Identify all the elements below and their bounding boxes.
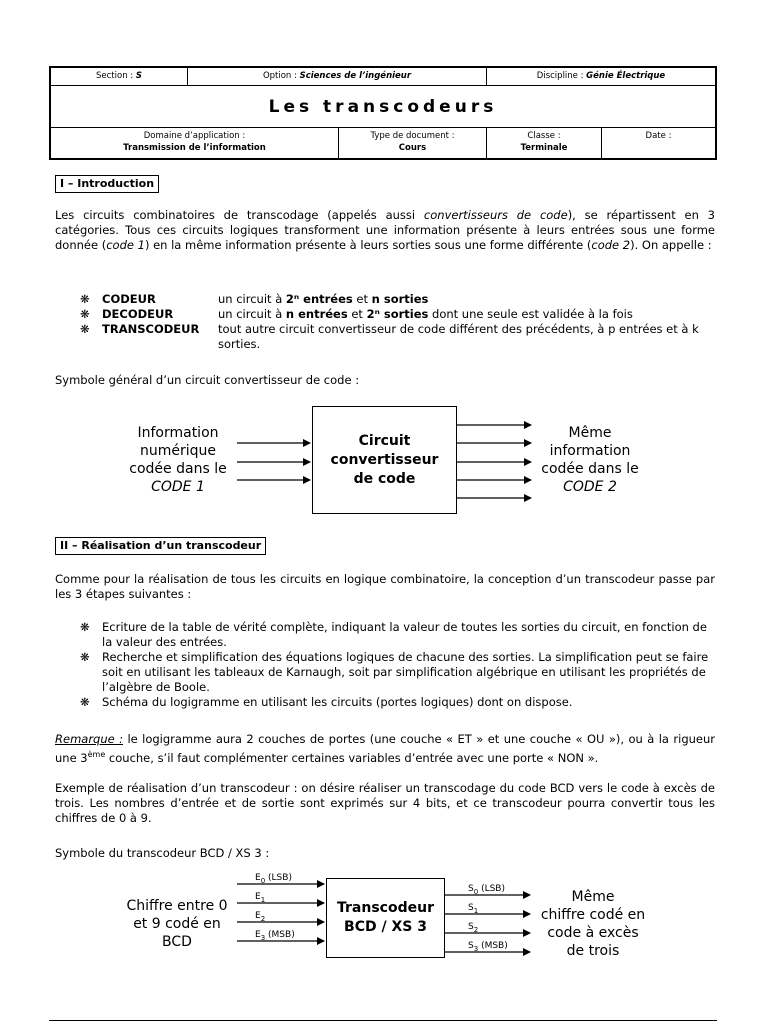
converter-circuit-box [312,406,457,514]
desc-a: un circuit à [218,307,286,321]
pin-e3 [255,930,295,943]
desc-d: dont une seule est validée à la fois [428,307,633,321]
bullet-icon: ❋ [80,322,90,336]
desc-b1: 2ⁿ entrées [285,292,353,306]
symbol-caption: Symbole général d’un circuit convertisseur de code : [55,373,360,387]
pin-letter: E [255,892,261,902]
label-line: CODE 2 [563,479,617,495]
option-label: Option : [262,71,297,81]
desc-c: et [352,292,372,306]
term-codeur: CODEUR [102,292,156,306]
label-line: BCD [162,934,192,950]
intro-em-2: code 1 [106,238,145,252]
box-line: BCD / XS 3 [344,919,427,935]
box-line: Transcodeur [337,900,434,916]
bullet-icon: ❋ [80,695,90,709]
bullet-icon: ❋ [80,650,90,664]
pin-index: 3 [260,933,266,942]
pin-index: 0 [473,887,479,896]
section-value: S [135,71,142,81]
date-label: Date : [645,131,672,141]
step-text: Recherche et simplification des équations logiques de chacune des sorties. La simplification peut se faire soit en utilisant les tableaux de Karnaugh, soit par simplification algébrique en utilisant les propriétés de l’algèbre de Boole. [102,650,709,694]
step-text: Ecriture de la table de vérité complète, indiquant la valeur de toutes les sorties du circuit, en fonction de la valeur des entrées. [102,620,707,649]
diagram1-output-label [528,424,652,496]
label-line: et 9 codé en [133,916,221,932]
pin-s0 [468,884,505,897]
term-decodeur: DECODEUR [102,307,174,321]
label-line: Chiffre entre 0 [126,898,228,914]
domain-label: Domaine d’application : [143,131,246,141]
diagram2-output-label [531,888,655,960]
discipline-label: Discipline : [536,71,584,81]
pin-lsb: (LSB) [268,873,292,883]
term-transcodeur: TRANSCODEUR [102,322,200,336]
label-line: Même [571,889,615,905]
bullet-icon: ❋ [80,620,90,634]
label-line: numérique [139,443,216,459]
label-line: chiffre codé en [540,907,646,923]
pin-s1 [468,903,478,916]
pin-index: 3 [473,944,479,953]
section-label: Section : [96,71,134,81]
label-line: CODE 1 [151,479,205,495]
pin-e1 [255,892,265,905]
term-desc: tout autre circuit convertisseur de code différent des précédents, à p entrées et à k sorties. [218,322,699,351]
box-line: de code [353,470,416,487]
discipline-value: Génie Électrique [586,71,666,81]
doctype-value: Cours [398,143,427,153]
desc-c: et [347,307,367,321]
transcoder-box-text [337,899,434,937]
list-item [80,650,716,695]
desc-b2: n sorties [371,292,429,306]
label-line: code à excès [547,925,639,941]
pin-msb: (MSB) [268,930,295,940]
label-line: codée dans le [541,461,639,477]
intro-em-1: convertisseurs de code [423,208,568,222]
bullet-icon: ❋ [80,307,90,321]
remark-paragraph [55,732,715,766]
section-heading-realisation: II – Réalisation d’un transcodeur [55,537,266,555]
remark-text-2: couche, s’il faut complémenter certaines variables d’entrée avec une porte « NON ». [105,750,599,765]
pin-letter: S [468,884,474,894]
label-line: codée dans le [129,461,227,477]
transcoder-bcd-xs3-box [326,878,445,958]
label-line: Même [568,425,612,441]
desc-b2: 2ⁿ sorties [366,307,429,321]
converter-box-text [331,432,439,489]
pin-letter: S [468,903,474,913]
intro-text-3: ) en la même information présente à leurs sorties sous une forme différente ( [144,238,592,252]
pin-index: 1 [473,906,479,915]
step-text: Schéma du logigramme en utilisant les circuits (portes logiques) dont on dispose. [102,695,573,709]
page-title: Les transcodeurs [268,96,498,117]
intro-text-4: ). On appelle : [630,238,712,252]
bcd-caption: Symbole du transcodeur BCD / XS 3 : [55,846,270,860]
intro-text-2: ), se répartissent en 3 catégories. Tous ces circuits logiques transforment une information présente à leurs entrées sous une forme donnée ( [55,208,715,252]
pin-e2 [255,911,265,924]
remark-label: Remarque : [55,732,124,746]
list-item [80,620,716,650]
class-value: Terminale [520,143,568,153]
pin-index: 0 [260,876,266,885]
bullet-icon: ❋ [80,292,90,306]
pin-msb: (MSB) [481,941,508,951]
pin-index: 1 [260,895,266,904]
pin-s3 [468,941,508,954]
label-line: de trois [566,943,620,959]
pin-letter: S [468,941,474,951]
realisation-paragraph: Comme pour la réalisation de tous les circuits en logique combinatoire, la conception d’un transcodeur passe par les 3 étapes suivantes : [55,572,715,601]
remark-sup: ème [87,750,106,759]
pin-index: 2 [260,914,266,923]
desc-a: un circuit à [218,292,286,306]
pin-e0 [255,873,292,886]
pin-index: 2 [473,925,479,934]
pin-letter: E [255,873,261,883]
footer-rule [49,1020,717,1021]
remark-text-1: le logigramme aura 2 couches de portes (une couche « ET » et une couche « OU »), ou à la rigueur une 3 [55,732,715,765]
domain-value: Transmission de l’information [123,143,266,153]
pin-letter: E [255,930,261,940]
desc-b1: n entrées [285,307,348,321]
intro-text-1: Les circuits combinatoires de transcodage (appelés aussi [55,208,424,222]
section-heading-introduction: I – Introduction [55,175,159,193]
pin-s2 [468,922,478,935]
label-line: Information [137,425,219,441]
steps-list [80,620,716,710]
intro-em-3: code 2 [591,238,631,252]
pin-lsb: (LSB) [481,884,505,894]
label-line: information [549,443,631,459]
list-item [80,695,716,710]
diagram1-input-label [118,424,238,496]
pin-letter: E [255,911,261,921]
pin-letter: S [468,922,474,932]
class-label: Classe : [527,131,561,141]
example-paragraph: Exemple de réalisation d’un transcodeur : on désire réaliser un transcodage du code BCD vers le code à excès de trois. Les nombres d’entrée et de sortie sont exprimés sur 4 bits, et ce transcodeur pourra convertir tous les chiffres de 0 à 9. [55,781,715,825]
box-line: convertisseur [330,451,439,468]
box-line: Circuit [358,432,411,449]
option-value: Sciences de l’ingénieur [299,71,412,81]
doctype-label: Type de document : [370,131,455,141]
diagram2-input-label [112,897,242,951]
